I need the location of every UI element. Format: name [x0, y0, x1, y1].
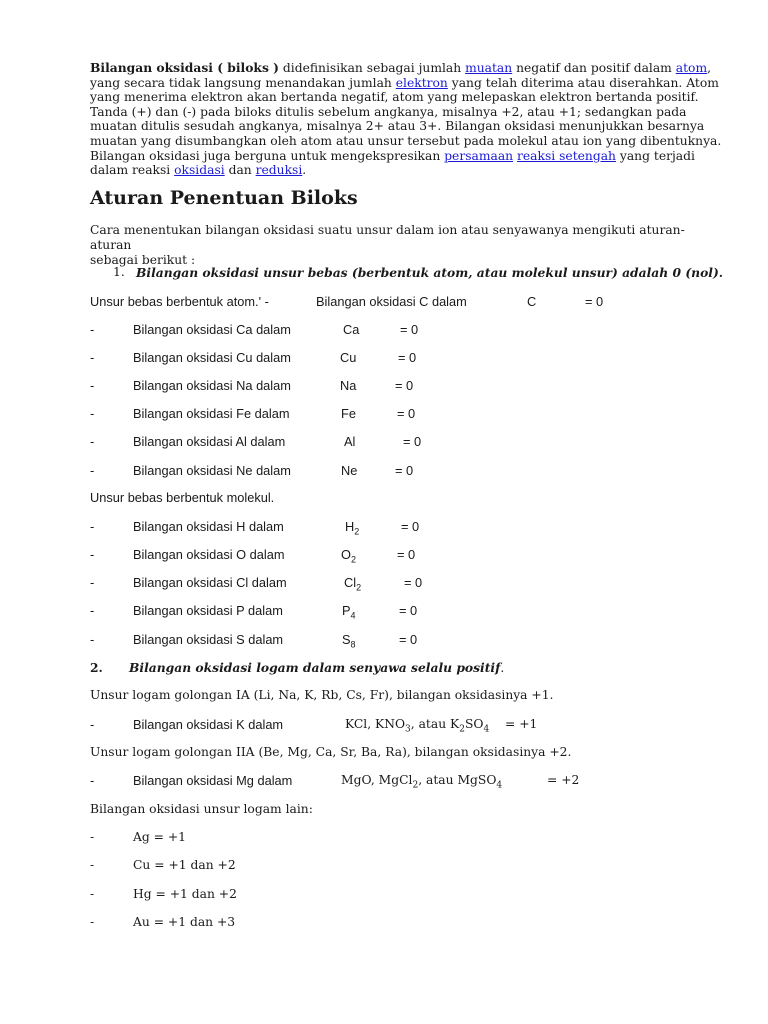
dash: - — [90, 547, 95, 562]
molecule-label: Bilangan oksidasi P dalam — [133, 603, 283, 618]
dash: - — [90, 773, 95, 788]
molecule-label: Bilangan oksidasi Cl dalam — [133, 575, 287, 590]
link-persamaan[interactable]: persamaan — [444, 148, 514, 163]
atom-c-symbol: C — [527, 294, 537, 309]
molecule-value: = 0 — [399, 632, 418, 647]
rule-1-text: Bilangan oksidasi unsur bebas (berbentuk atom, atau molekul unsur) adalah 0 (nol). — [136, 265, 724, 280]
dash: - — [90, 350, 95, 365]
dash: - — [90, 322, 95, 337]
other-metals-text: Bilangan oksidasi unsur logam lain: — [90, 802, 313, 816]
rule-2 — [0, 660, 768, 676]
atom-row — [0, 434, 768, 450]
atom-row — [0, 322, 768, 338]
potassium-label: Bilangan oksidasi K dalam — [133, 717, 284, 732]
method-paragraph — [90, 223, 710, 268]
defined-term: Bilangan oksidasi ( biloks ) — [90, 60, 279, 75]
molecule-value: = 0 — [401, 519, 420, 534]
molecule-row — [0, 632, 768, 648]
rule-2-period: . — [500, 661, 505, 675]
atom-label: Bilangan oksidasi Cu dalam — [133, 350, 291, 365]
formula-part: , atau MgSO — [418, 773, 497, 787]
dash: - — [90, 632, 95, 647]
formula-part: KCl, KNO — [345, 717, 406, 731]
rule-1-number: 1. — [113, 265, 125, 279]
dash: - — [90, 717, 95, 732]
molecule-row — [0, 519, 768, 535]
link-oksidasi[interactable]: oksidasi — [174, 163, 225, 178]
molecule-formula — [344, 575, 361, 593]
molecule-formula — [345, 519, 359, 537]
magnesium-row — [0, 773, 768, 789]
magnesium-label: Bilangan oksidasi Mg dalam — [133, 773, 293, 788]
molecule-row — [0, 575, 768, 591]
molecule-row — [0, 547, 768, 563]
molecule-subscript: 8 — [350, 639, 356, 650]
magnesium-formulas — [341, 773, 502, 790]
molecule-subscript: 2 — [350, 554, 356, 565]
intro-text: didefinisikan sebagai jumlah — [278, 61, 466, 75]
rule-1 — [0, 265, 768, 281]
method-line-1: Cara menentukan bilangan oksidasi suatu unsur dalam ion atau senyawanya mengikuti aturan-aturan — [90, 223, 685, 252]
molecule-subscript: 2 — [356, 582, 362, 593]
link-atom[interactable]: atom — [675, 61, 708, 75]
link-muatan[interactable]: muatan — [465, 61, 513, 75]
group-ia-row — [0, 688, 768, 704]
metal-value: Ag = +1 — [133, 830, 187, 844]
atom-row — [0, 463, 768, 479]
intro-line-3: yang menerima elektron akan bertanda negatif, atom yang melepaskan elektron bertanda positif. — [90, 90, 699, 105]
atom-row — [0, 350, 768, 366]
formula-subscript: 2 — [459, 724, 465, 735]
intro-text: dan — [224, 163, 256, 178]
atom-label: Bilangan oksidasi Fe dalam — [133, 406, 290, 421]
atom-label: Bilangan oksidasi Na dalam — [133, 378, 291, 393]
potassium-row — [0, 717, 768, 733]
atom-intro-row — [0, 294, 768, 310]
atom-symbol: Ne — [341, 463, 358, 478]
atom-row — [0, 406, 768, 422]
intro-line-7 — [90, 149, 705, 164]
molecule-symbol: H — [345, 519, 355, 534]
molecule-label: Bilangan oksidasi O dalam — [133, 547, 285, 562]
intro-text: yang telah diterima atau diserahkan. Atom — [447, 75, 719, 90]
intro-text: . — [302, 163, 307, 178]
formula-part: , atau K — [410, 717, 460, 731]
atom-value: = 0 — [403, 434, 422, 449]
molecule-value: = 0 — [397, 547, 416, 562]
formula-subscript: 2 — [412, 780, 419, 791]
atom-symbol: Na — [340, 378, 357, 393]
potassium-formulas — [345, 717, 489, 734]
method-line-2: sebagai berikut : — [90, 253, 196, 267]
molecule-subscript: 4 — [350, 610, 356, 621]
metal-row — [0, 858, 768, 874]
dash: - — [90, 434, 95, 449]
intro-paragraph — [90, 60, 722, 178]
dash: - — [90, 830, 95, 844]
group-ia-text: Unsur logam golongan IA (Li, Na, K, Rb, Cs, Fr), bilangan oksidasinya +1. — [90, 688, 554, 702]
intro-text: yang secara tidak langsung menandakan jumlah — [90, 75, 396, 90]
formula-part: SO — [464, 717, 484, 731]
intro-text: , — [707, 61, 712, 75]
dash: - — [90, 463, 95, 478]
molecule-formula — [342, 603, 356, 621]
dash: - — [90, 858, 95, 872]
atom-symbol: Fe — [341, 406, 356, 421]
intro-line-6: muatan yang disumbangkan oleh atom atau unsur tersebut pada molekul atau ion yang dibentuknya. — [90, 133, 722, 148]
dash: - — [90, 406, 95, 421]
metal-row — [0, 915, 768, 931]
dash: - — [90, 575, 95, 590]
atom-symbol: Al — [344, 434, 356, 449]
rule-2-text: Bilangan oksidasi logam dalam senyawa selalu positif — [129, 660, 501, 675]
atom-value: = 0 — [397, 406, 416, 421]
group-iia-text: Unsur logam golongan IIA (Be, Mg, Ca, Sr, Ba, Ra), bilangan oksidasinya +2. — [90, 745, 572, 759]
atom-label: Bilangan oksidasi Ca dalam — [133, 322, 291, 337]
molecule-value: = 0 — [399, 603, 418, 618]
molecule-symbol: O — [341, 547, 351, 562]
metal-row — [0, 887, 768, 903]
molecule-label: Bilangan oksidasi H dalam — [133, 519, 284, 534]
rule-2-text-wrap — [129, 660, 504, 675]
atom-label: Bilangan oksidasi Ne dalam — [133, 463, 291, 478]
formula-subscript: 4 — [483, 724, 490, 735]
link-reaksi-setengah[interactable]: reaksi setengah — [517, 148, 616, 163]
dash: - — [90, 603, 95, 618]
molecule-formula — [342, 632, 356, 650]
intro-line-8 — [90, 163, 705, 178]
dash: - — [90, 519, 95, 534]
dash: - — [90, 915, 95, 929]
atom-value: = 0 — [395, 378, 414, 393]
atom-label: Bilangan oksidasi Al dalam — [133, 434, 286, 449]
molecule-symbol: S — [342, 632, 351, 647]
atom-symbol: Ca — [343, 322, 360, 337]
rule-2-number: 2. — [90, 660, 103, 675]
metal-value: Hg = +1 dan +2 — [133, 887, 237, 901]
intro-line-5: muatan ditulis sesudah angkanya, misalnya 2+ atau 3+. Bilangan oksidasi menunjukkan besarnya — [90, 119, 705, 134]
section-heading: Aturan Penentuan Biloks — [90, 187, 358, 209]
metal-value: Au = +1 dan +3 — [133, 915, 236, 929]
atom-c-value: = 0 — [585, 294, 604, 309]
atom-row — [0, 378, 768, 394]
molecule-subscript: 2 — [354, 526, 360, 537]
molecule-symbol: Cl — [344, 575, 357, 590]
intro-text: dalam reaksi — [90, 163, 175, 178]
molecule-formula — [341, 547, 356, 565]
atom-symbol: Cu — [340, 350, 357, 365]
link-elektron[interactable]: elektron — [395, 75, 448, 90]
intro-text: Bilangan oksidasi juga berguna untuk mengekspresikan — [90, 148, 445, 163]
molecule-symbol: P — [342, 603, 351, 618]
atom-value: = 0 — [398, 350, 417, 365]
molecule-intro-row — [0, 490, 768, 506]
molecule-intro: Unsur bebas berbentuk molekul. — [90, 490, 275, 505]
other-metals-row — [0, 802, 768, 818]
molecule-value: = 0 — [404, 575, 423, 590]
dash: - — [90, 887, 95, 901]
atom-c-label: Bilangan oksidasi C dalam — [316, 294, 467, 309]
formula-subscript: 4 — [496, 780, 503, 791]
formula-subscript: 3 — [405, 724, 411, 735]
intro-line-2 — [90, 75, 719, 91]
intro-line-4: Tanda (+) dan (-) pada biloks ditulis sebelum angkanya, misalnya +2, atau +1; sedangkan pada — [90, 104, 687, 119]
dash: - — [90, 378, 95, 393]
molecule-label: Bilangan oksidasi S dalam — [133, 632, 284, 647]
intro-text: yang terjadi — [615, 148, 695, 163]
atom-value: = 0 — [400, 322, 419, 337]
intro-text: negatif dan positif dalam — [512, 61, 676, 75]
link-reduksi[interactable]: reduksi — [255, 163, 303, 178]
molecule-row — [0, 603, 768, 619]
group-iia-row — [0, 745, 768, 761]
atom-intro-label: Unsur bebas berbentuk atom.' - — [90, 294, 269, 309]
magnesium-value: = +2 — [547, 773, 580, 787]
potassium-value: = +1 — [505, 717, 538, 731]
metal-row — [0, 830, 768, 846]
intro-line-1 — [90, 60, 712, 76]
formula-part: MgO, MgCl — [341, 773, 413, 787]
atom-value: = 0 — [395, 463, 414, 478]
metal-value: Cu = +1 dan +2 — [133, 858, 236, 872]
